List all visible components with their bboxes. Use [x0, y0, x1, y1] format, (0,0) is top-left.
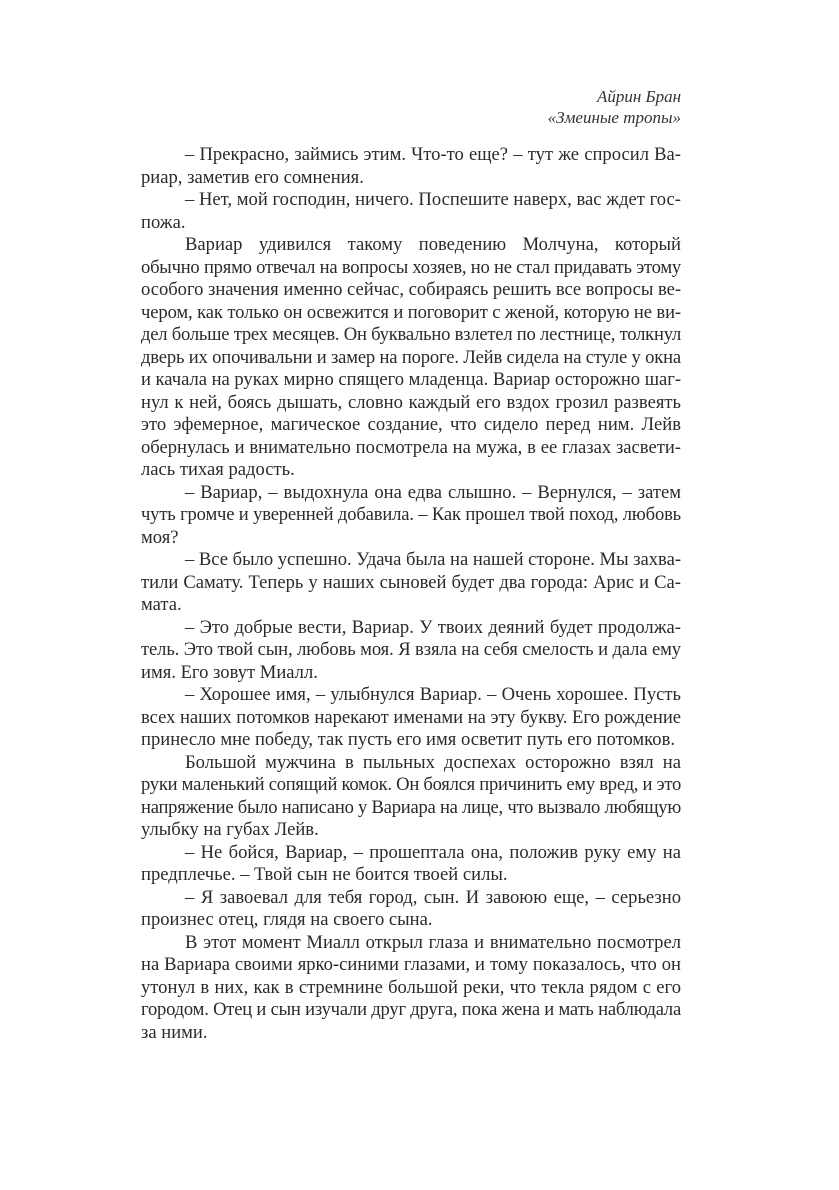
text-line: пожа.	[141, 211, 186, 233]
text-line-row	[141, 639, 681, 662]
text-line-row	[141, 842, 681, 865]
text-line: всех наших потомков нарекают именами на эту букву. Его рождение	[141, 706, 681, 728]
text-line-row	[141, 572, 681, 595]
text-line: принесло мне победу, так пусть его имя осветит путь его потомков.	[141, 729, 675, 750]
text-line-row	[141, 482, 681, 505]
text-line-row	[141, 617, 681, 640]
paragraph	[141, 189, 681, 234]
text-line: особого значения именно сейчас, собираясь решить все вопросы ве-	[141, 279, 682, 300]
text-line: – Прекрасно, займись этим. Что-то еще? – тут же спросил Ва-	[185, 144, 681, 165]
text-line: Большой мужчина в пыльных доспехах осторожно взял на	[185, 751, 681, 773]
text-line-row	[141, 302, 681, 325]
text-line-row	[141, 392, 681, 415]
text-line: на Вариара своими ярко-синими глазами, и тому показалось, что он	[141, 954, 681, 975]
text-line: чером, как только он освежится и поговорит с женой, которую не ви-	[141, 301, 682, 323]
text-line-row	[141, 437, 681, 460]
text-line: улыбку на губах Лейв.	[141, 819, 319, 840]
text-line: чуть громче и уверенней добавила. – Как прошел твой поход, любовь	[141, 504, 681, 525]
paragraph	[141, 842, 681, 887]
paragraph	[141, 887, 681, 932]
text-line: нул к ней, боясь дышать, словно каждый его вздох грозил развеять	[141, 391, 681, 413]
text-line: – Я завоевал для тебя город, сын. И завоюю еще, – серьезно	[185, 886, 681, 908]
text-line: Вариар удивился такому поведению Молчуна, который	[185, 234, 681, 255]
text-line-row	[141, 662, 681, 685]
text-line: утонул в них, как в стремнине большой реки, что текла рядом с его	[141, 976, 681, 998]
text-line: руки маленький сопящий комок. Он боялся причинить ему вред, и это	[141, 774, 682, 795]
paragraph	[141, 482, 681, 550]
paragraph	[141, 752, 681, 842]
text-line: за ними.	[141, 1021, 208, 1043]
text-line: напряжение было написано у Вариара на лице, что вызвало любящую	[141, 796, 681, 818]
text-line: и качала на руках мирно спящего младенца. Вариар осторожно шаг-	[141, 369, 681, 390]
text-line-row	[141, 167, 681, 190]
text-line-row	[141, 257, 681, 280]
paragraph	[141, 684, 681, 752]
paragraph	[141, 549, 681, 617]
text-line: В этот момент Миалл открыл глаза и внимательно посмотрел	[185, 931, 681, 953]
text-line: городом. Отец и сын изучали друг друга, пока жена и мать наблюдала	[141, 999, 682, 1020]
text-line-row	[141, 234, 681, 257]
text-line-row	[141, 977, 681, 1000]
text-line-row	[141, 144, 681, 167]
text-line-row	[141, 774, 681, 797]
text-line: – Все было успешно. Удача была на нашей стороне. Мы захва-	[185, 549, 681, 570]
text-line-row	[141, 999, 681, 1022]
text-line: – Хорошее имя, – улыбнулся Вариар. – Очень хорошее. Пусть	[185, 684, 682, 705]
paragraph	[141, 144, 681, 189]
text-line-row	[141, 504, 681, 527]
text-line: имя. Его зовут Миалл.	[141, 661, 318, 683]
text-line: тель. Это твой сын, любовь моя. Я взяла на себя смелость и дала ему	[141, 639, 681, 660]
text-line-row	[141, 909, 681, 932]
text-line-row	[141, 864, 681, 887]
text-line: обычно прямо отвечал на вопросы хозяев, но не стал придавать этому	[141, 256, 681, 278]
header-book-title: «Змеиные тропы»	[547, 108, 681, 127]
paragraph	[141, 234, 681, 482]
text-line-row	[141, 189, 681, 212]
text-line: дверь их опочивальни и замер на пороге. Лейв сидела на стуле у окна	[141, 346, 681, 368]
text-line-row	[141, 549, 681, 572]
text-line-row	[141, 752, 681, 775]
paragraph	[141, 617, 681, 685]
text-line: моя?	[141, 526, 179, 548]
text-line: – Нет, мой господин, ничего. Поспешите наверх, вас ждет гос-	[185, 189, 681, 210]
text-line-row	[141, 932, 681, 955]
text-line-row	[141, 1022, 681, 1045]
text-line-row	[141, 324, 681, 347]
text-line: – Это добрые вести, Вариар. У твоих деяний будет продолжа-	[185, 616, 681, 638]
text-line: – Не бойся, Вариар, – прошептала она, положив руку ему на	[185, 841, 681, 863]
text-line-row	[141, 459, 681, 482]
text-line: произнес отец, глядя на своего сына.	[141, 909, 433, 930]
text-line: мата.	[141, 594, 182, 615]
text-line-row	[141, 819, 681, 842]
text-line: – Вариар, – выдохнула она едва слышно. – Вернулся, – затем	[185, 481, 681, 503]
text-line-row	[141, 369, 681, 392]
text-line: тили Самату. Теперь у наших сыновей будет два города: Арис и Са-	[141, 571, 681, 593]
text-line: риар, заметив его сомнения.	[141, 166, 364, 188]
text-line-row	[141, 684, 681, 707]
text-line-row	[141, 527, 681, 550]
text-line-row	[141, 279, 681, 302]
body-text	[141, 144, 681, 1044]
text-line: лась тихая радость.	[141, 459, 295, 480]
text-line-row	[141, 347, 681, 370]
text-line-row	[141, 212, 681, 235]
text-line-row	[141, 887, 681, 910]
text-line: дел больше трех месяцев. Он буквально взлетел по лестнице, толкнул	[141, 324, 682, 345]
running-header	[548, 86, 681, 128]
text-line-row	[141, 414, 681, 437]
text-line-row	[141, 594, 681, 617]
text-line: обернулась и внимательно посмотрела на мужа, в ее глазах засвети-	[141, 436, 682, 458]
text-line-row	[141, 954, 681, 977]
text-line-row	[141, 707, 681, 730]
text-line: это эфемерное, магическое создание, что сидело перед ним. Лейв	[141, 414, 681, 435]
text-line-row	[141, 729, 681, 752]
text-line: предплечье. – Твой сын не боится твоей силы.	[141, 864, 508, 885]
text-line-row	[141, 797, 681, 820]
paragraph	[141, 932, 681, 1045]
header-author: Айрин Бран	[596, 87, 681, 106]
